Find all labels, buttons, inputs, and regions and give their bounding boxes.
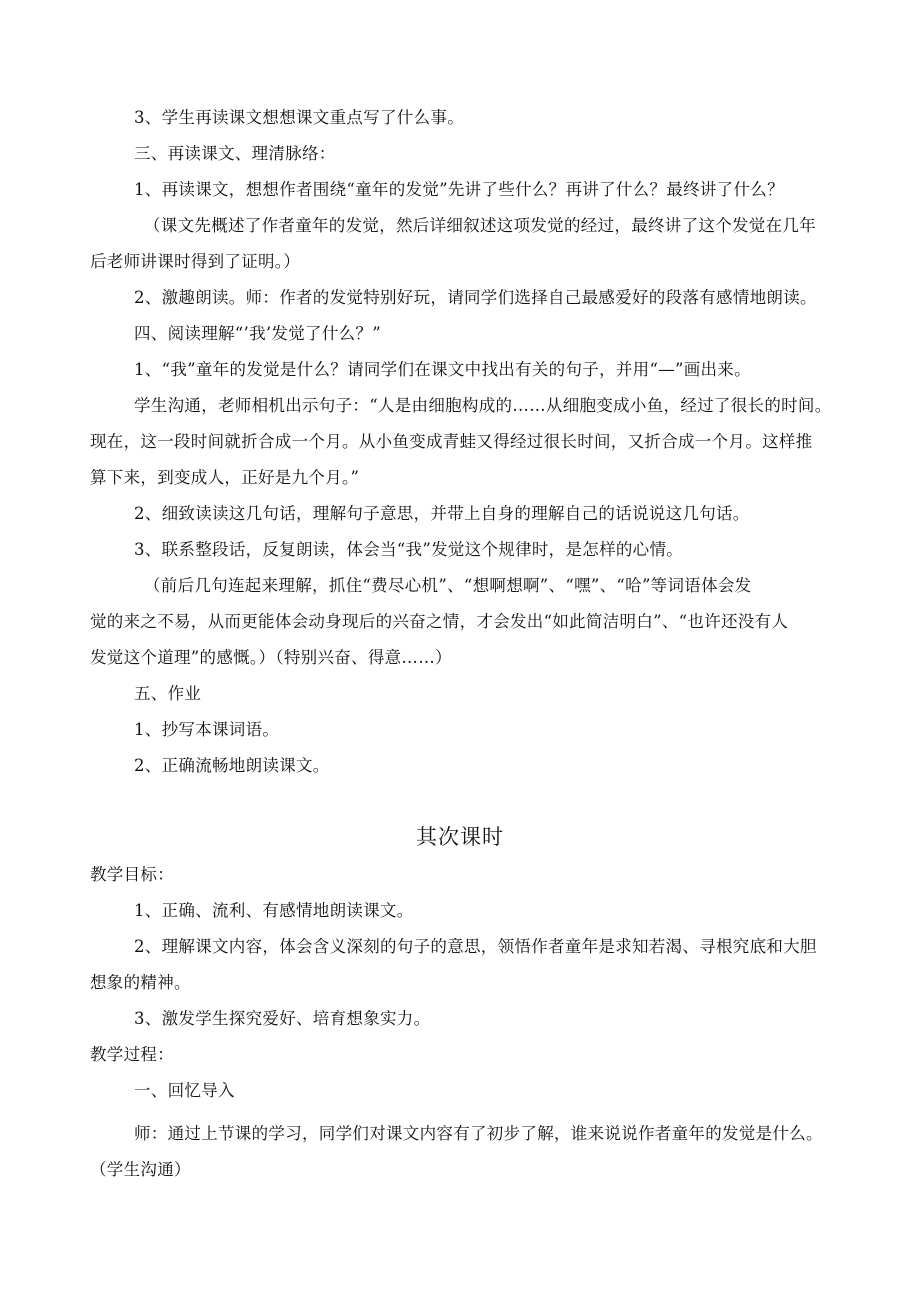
paragraph: 1、正确、流利、有感情地朗读课文。 [134, 901, 414, 920]
paragraph: 学生沟通，老师相机出示句子：“人是由细胞构成的……从细胞变成小鱼，经过了很长的时间。 [134, 396, 832, 415]
paragraph: 2、理解课文内容，体会含义深刻的句子的意思，领悟作者童年是求知若渴、寻根究底和大胆 [134, 937, 817, 956]
paragraph: （学生沟通） [90, 1160, 191, 1179]
paragraph: 2、激趣朗读。师：作者的发觉特别好玩，请同学们选择自己最感爱好的段落有感情地朗读。 [134, 288, 817, 307]
paragraph: 2、细致读读这几句话，理解句子意思，并带上自身的理解自己的话说说这几句话。 [134, 504, 750, 523]
paragraph: 3、激发学生探究爱好、培育想象实力。 [134, 1009, 431, 1028]
paragraph: （课文先概述了作者童年的发觉，然后详细叙述这项发觉的经过，最终讲了这个发觉在几年 [144, 216, 816, 235]
section-heading: 教学目标： [90, 865, 174, 884]
paragraph: 算下来，到变成人，正好是九个月。” [90, 468, 360, 487]
section-heading: 一、回忆导入 [134, 1081, 235, 1100]
paragraph: 师：通过上节课的学习，同学们对课文内容有了初步了解，谁来说说作者童年的发觉是什么。 [134, 1124, 823, 1143]
paragraph: 3、联系整段话，反复朗读，体会当“我”发觉这个规律时，是怎样的心情。 [134, 540, 684, 559]
paragraph: 发觉这个道理”的感慨。）（特别兴奋、得意……） [90, 648, 452, 667]
section-heading: 五、作业 [134, 684, 202, 703]
paragraph: 后老师讲课时得到了证明。） [90, 252, 301, 271]
section-heading: 教学过程： [90, 1045, 174, 1064]
paragraph: 觉的来之不易，从而更能体会动身现后的兴奋之情，才会发出“如此简洁明白”、“也许还没有人 [90, 612, 789, 631]
paragraph: 现在，这一段时间就折合成一个月。从小鱼变成青蛙又得经过很长时间，又折合成一个月。这样推 [90, 432, 813, 451]
paragraph: 1、再读课文，想想作者围绕“童年的发觉”先讲了些什么？再讲了什么？最终讲了什么？ [134, 180, 784, 199]
paragraph: 1、抄写本课词语。 [134, 720, 280, 739]
paragraph: 想象的精神。 [90, 973, 191, 992]
paragraph: （前后几句连起来理解，抓住“费尽心机”、“想啊想啊”、“嘿”、“哈”等词语体会发 [144, 576, 752, 595]
section-title: 其次课时 [416, 825, 504, 849]
paragraph: 3、学生再读课文想想课文重点写了什么事。 [134, 108, 464, 127]
paragraph: 2、正确流畅地朗读课文。 [134, 756, 330, 775]
paragraph: 1、“我”童年的发觉是什么？请同学们在课文中找出有关的句子，并用“—”画出来。 [134, 360, 751, 379]
section-heading: 三、再读课文、理清脉络： [134, 144, 336, 163]
section-heading: 四、阅读理解“’我’发觉了什么？” [134, 324, 381, 343]
